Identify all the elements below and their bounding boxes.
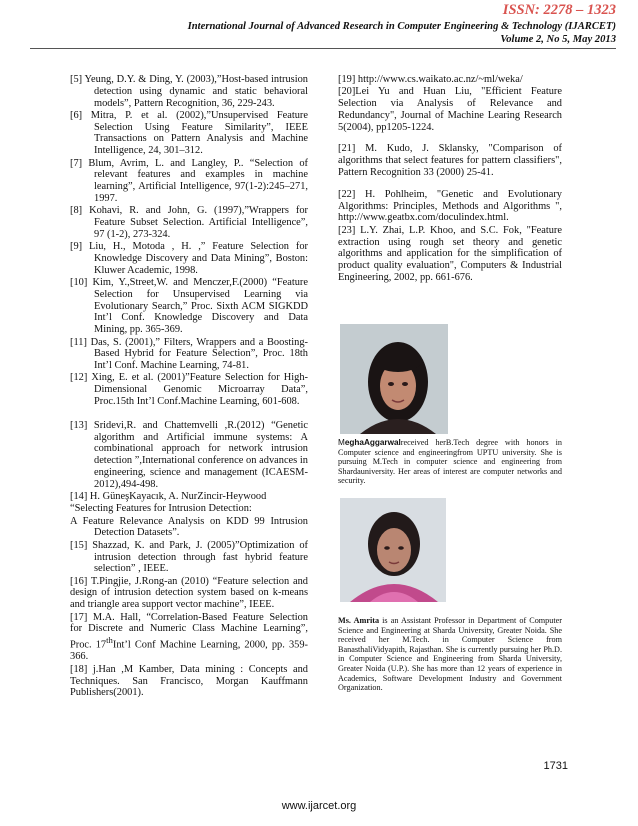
issn-header: ISSN: 2278 – 1323: [502, 2, 616, 18]
author-bio-megha: [338, 438, 562, 486]
footer-website: www.ijarcet.org: [281, 800, 357, 812]
reference-17-superscript: th: [106, 635, 113, 646]
journal-volume: Volume 2, No 5, May 2013: [500, 34, 616, 45]
reference-17-title: [17] M.A. Hall, “Correlation-Based Feature Selection for Discrete and Numeric Class Machine Learning”,: [70, 611, 308, 635]
author-bio-amrita: [338, 616, 562, 693]
reference-8: [8] Kohavi, R. and John, G. (1997),”Wrappers for Feature Subset Selection. Artificial Intelligence”, 97 (1-2), 273-324.: [70, 205, 308, 240]
reference-6: [6] Mitra, P. et al. (2002),”Unsupervised Feature Selection Using Feature Similarity”, IEEE Transactions on Pattern Analysis and Machine Intelligence, 24, 301–312.: [70, 109, 308, 157]
reference-14-subtitle: A Feature Relevance Analysis on KDD 99 Intrusion Detection Datasets”.: [70, 515, 308, 539]
right-reference-column: [338, 74, 562, 284]
bio-name: eghaAggarwal: [344, 438, 401, 447]
page-number: 1731: [543, 760, 568, 772]
reference-11: [11] Das, S. (2001),” Filters, Wrappers and a Boosting-Based Hybrid for Feature Selection”, Proc. 18th Int’l Conf. Machine Learning, 74-81.: [70, 336, 308, 372]
reference-16: [16] T.Pingjie, J.Rong-an (2010) “Feature selection and design of intrusion detection system based on k-means and triangle area support vector machine”, IEEE.: [70, 575, 308, 611]
reference-14-authors: [14] H. GüneşKayacık, A. NurZincir-Heywood: [70, 491, 267, 503]
reference-19: [19] http://www.cs.waikato.ac.nz/~ml/weka/: [338, 74, 523, 85]
reference-10: [10] Kim, Y.,Street,W. and Menczer,F.(2000) “Feature Selection for Unsupervised Learning via Evolutionary Search,” Proc. Sixth ACM SIGKDD Int’l Conf. Knowledge Discovery and Data Mining, pp. 365-369.: [70, 277, 308, 336]
reference-12: [12] Xing, E. et al. (2001)”Feature Selection for High-Dimensional Genomic Microarray Data”, Proc.15th Int’l Conf.Machine Learning, 601-608.: [70, 372, 308, 408]
bio-name-initial: M: [338, 438, 345, 447]
reference-17-rest: Int’l Conf Machine Learning, 2000, pp. 359-366.: [70, 639, 308, 663]
reference-17-proc: Proc. 17: [70, 639, 107, 651]
reference-5: [5] Yeung, D.Y. & Ding, Y. (2003),”Host-based intrusion detection using dynamic and static behavioral models”, Pattern Recognition, 36, 229-243.: [70, 74, 308, 109]
journal-title: International Journal of Advanced Research in Computer Engineering & Technology (IJARCET): [187, 21, 616, 32]
author-photo-megha: [340, 324, 448, 434]
bio2-text: is an Assistant Professor in Department of Computer Science and Engineering at Sharda University, Greater Noida. She received her M.Tech. in Computer Science from BanasthaliVidyapith, Rajasthan. She is currently pursuing her Ph.D. in Computer Science and Engineering from Sharda University, Greater Noida (U.P.). She has more than 12 years of experience in Academics, Software Development Industry and Government Organization.: [338, 616, 562, 693]
reference-14-title: “Selecting Features for Intrusion Detection:: [70, 503, 252, 515]
journal-header: [56, 20, 616, 46]
reference-22: [22] H. Pohlheim, "Genetic and Evolutionary Algorithms: Principles, Methods and Algorithms ", http://www.geatbx.com/doculindex.html.: [338, 188, 562, 224]
reference-13: [13] Sridevi,R. and Chattemvelli ,R.(2012) “Genetic algorithm and Artificial immune systems: A combinational approach for network intrusion detection ”,International conference on advances in engineering, science and management (ICAESM-2012),494-498.: [70, 419, 308, 490]
author-photo-amrita: [340, 498, 446, 602]
left-reference-column: [70, 74, 308, 700]
reference-23: [23] L.Y. Zhai, L.P. Khoo, and S.C. Fok, "Feature extraction using rough set theory and genetic algorithms and application for the simplification of product quality evaluation", Computers & Industrial Engineering, 2002, pp. 661-676.: [338, 224, 562, 283]
bio-text: received herB.Tech degree with honors in Computer science and engineeringfrom UPTU university. She is pursuing M.Tech in computer science and engineering from Shardauniversity. Her areas of interest are computer networks and security.: [338, 438, 562, 486]
reference-7: [7] Blum, Avrim, L. and Langley, P.. “Selection of relevant features and examples in machine learning”, Artificial Intelligence, 97(1-2):245–271, 1997.: [70, 157, 308, 204]
reference-17: [70, 612, 308, 664]
reference-9: [9] Liu, H., Motoda , H. ,” Feature Selection for Knowledge Discovery and Data Mining”, Boston: Kluwer Academic, 1998.: [70, 241, 308, 276]
reference-15: [15] Shazzad, K. and Park, J. (2005)”Optimization of intrusion detection through fast hybrid feature selection” , IEEE.: [70, 539, 308, 575]
reference-21: [21] M. Kudo, J. Sklansky, "Comparison of algorithms that select features for pattern classifiers", Pattern Recognition 33 (2000) 25-41.: [338, 143, 562, 179]
header-rule: [30, 48, 616, 49]
bio2-name: Ms. Amrita: [338, 616, 380, 625]
reference-20: [20]Lei Yu and Huan Liu, "Efficient Feature Selection via Analysis of Relevance and Redundancy", Journal of Machine Learing Research 5(2004), pp1205-1224.: [338, 86, 562, 133]
reference-18: [18] j.Han ,M Kamber, Data mining : Concepts and Techniques. San Francisco, Morgan Kauffmann Publishers(2001).: [70, 663, 308, 699]
